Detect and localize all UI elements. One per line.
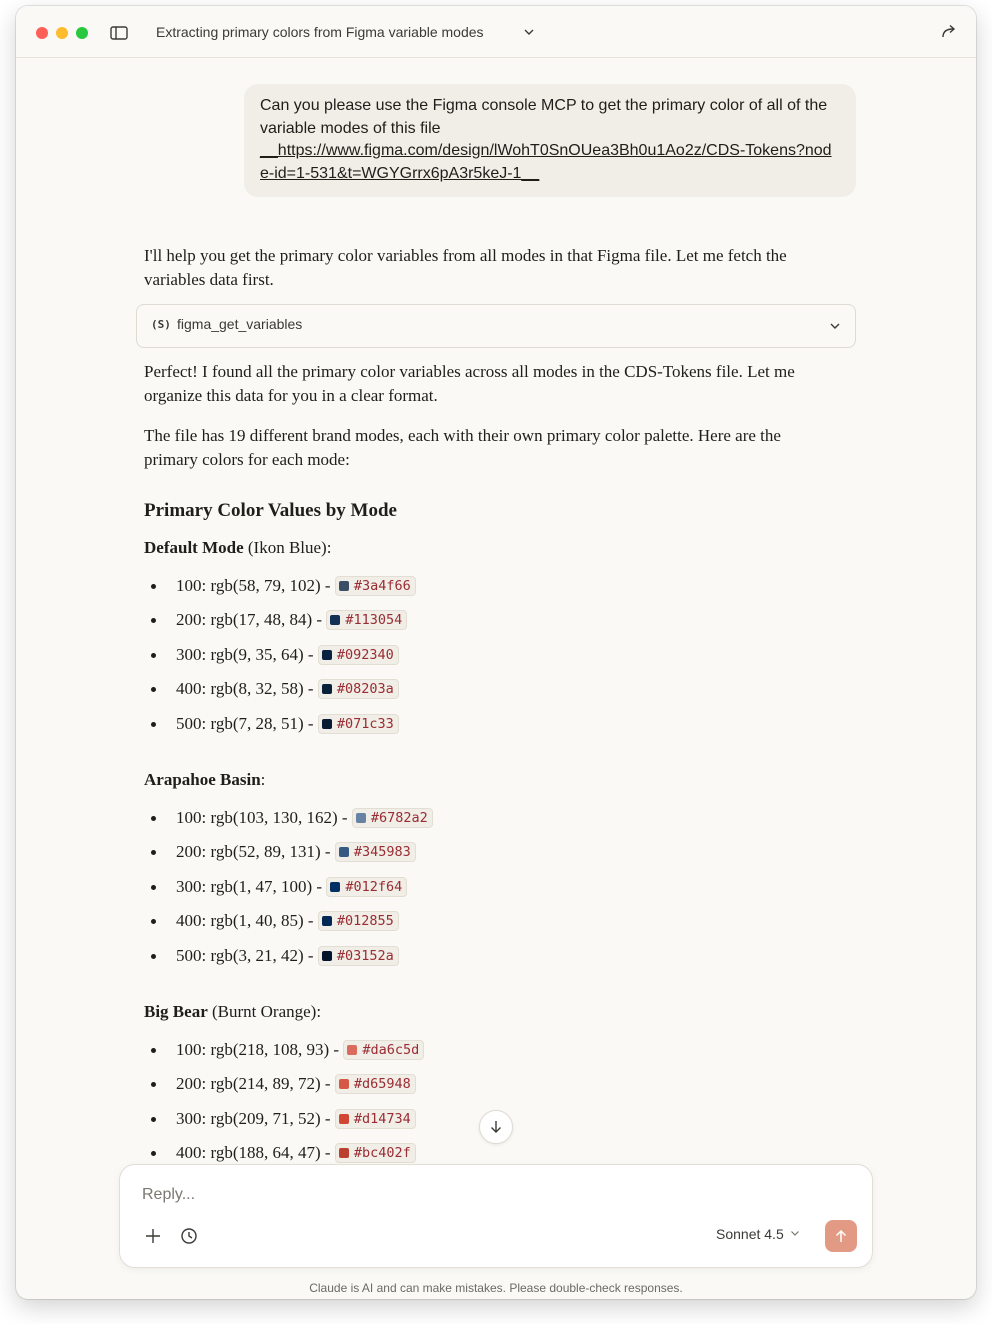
- color-value: 300: rgb(1, 47, 100) -: [176, 876, 327, 896]
- color-value: 200: rgb(52, 89, 131) -: [176, 842, 335, 862]
- hex-code: #092340: [318, 645, 399, 665]
- mode-name: Arapahoe Basin: [144, 770, 261, 789]
- arrow-down-icon: [488, 1119, 504, 1135]
- hex-code: #03152a: [318, 946, 399, 966]
- tool-icon: (S): [151, 318, 171, 331]
- conversation-title[interactable]: Extracting primary colors from Figma variable modes: [156, 24, 484, 40]
- list-item: [144, 840, 824, 874]
- color-value: 100: rgb(218, 108, 93) -: [176, 1040, 344, 1059]
- hex-code: #012855: [318, 911, 399, 931]
- list-item: [144, 677, 824, 711]
- hex-code: #08203a: [318, 679, 399, 699]
- color-swatch: [322, 719, 332, 729]
- user-message: [244, 84, 856, 197]
- color-swatch: [339, 847, 349, 857]
- chevron-down-icon[interactable]: [829, 319, 841, 337]
- color-value: 100: rgb(103, 130, 162) -: [176, 808, 352, 827]
- mode-heading: [144, 770, 265, 790]
- color-value: 400: rgb(1, 40, 85) -: [176, 911, 318, 931]
- color-value: 300: rgb(9, 35, 64) -: [176, 644, 318, 664]
- list-item: [144, 1038, 824, 1072]
- mode-name: Big Bear: [144, 1002, 208, 1021]
- list-item: [144, 1072, 824, 1106]
- color-swatch: [339, 1079, 349, 1089]
- assistant-paragraph-2: The file has 19 different brand modes, each with their own primary color palette. Here are the primary colors for each mode:: [144, 426, 781, 469]
- color-value: 100: rgb(58, 79, 102) -: [176, 576, 335, 595]
- color-swatch: [339, 1114, 349, 1124]
- list-item: [144, 574, 824, 608]
- plus-icon[interactable]: [144, 1227, 162, 1250]
- hex-code: #6782a2: [352, 808, 433, 828]
- hex-code: #012f64: [326, 877, 407, 897]
- reply-composer: [119, 1164, 873, 1268]
- conversation-area: [16, 58, 976, 1299]
- hex-code: #345983: [335, 842, 416, 862]
- color-list: [144, 574, 824, 746]
- section-heading: Primary Color Values by Mode: [144, 500, 397, 521]
- tool-call-name: figma_get_variables: [177, 316, 303, 332]
- color-list: [144, 806, 824, 978]
- figma-file-link[interactable]: __https://www.figma.com/design/lWohT0SnOUea3Bh0u1Ao2z/CDS-Tokens?node-id=1-531&t=WGYGrrx6pA3r5keJ-1__: [260, 142, 832, 182]
- hex-code: #da6c5d: [343, 1040, 424, 1060]
- user-message-text: Can you please use the Figma console MCP to get the primary color of all of the variable modes of this file: [260, 97, 828, 137]
- color-swatch: [330, 882, 340, 892]
- color-value: 200: rgb(17, 48, 84) -: [176, 610, 327, 630]
- list-item: [144, 909, 824, 943]
- assistant-paragraph-1: Perfect! I found all the primary color variables across all modes in the CDS-Tokens file. Let me organize this data for you in a clear format.: [144, 362, 795, 405]
- tool-call-panel[interactable]: [136, 304, 856, 348]
- hex-code: #d14734: [335, 1109, 416, 1129]
- color-value: 400: rgb(188, 64, 47) -: [176, 1143, 335, 1163]
- mode-heading: [144, 538, 331, 558]
- hex-code: #113054: [326, 610, 407, 630]
- color-swatch: [330, 615, 340, 625]
- mode-suffix: (Ikon Blue):: [243, 538, 332, 557]
- chevron-down-icon: [790, 1228, 800, 1238]
- hex-code: #bc402f: [335, 1143, 416, 1163]
- disclaimer-text: Claude is AI and can make mistakes. Please double-check responses.: [309, 1281, 683, 1295]
- list-item: [144, 643, 824, 677]
- color-list: [144, 1038, 824, 1176]
- color-swatch: [322, 684, 332, 694]
- clock-icon[interactable]: [180, 1227, 198, 1250]
- list-item: [144, 806, 824, 840]
- zoom-window-button[interactable]: [76, 27, 88, 39]
- hex-code: #d65948: [335, 1074, 416, 1094]
- color-value: 400: rgb(8, 32, 58) -: [176, 679, 318, 699]
- arrow-up-icon: [833, 1228, 849, 1244]
- list-item: [144, 875, 824, 909]
- sidebar-toggle-icon[interactable]: [110, 26, 128, 45]
- model-selector[interactable]: [716, 1226, 800, 1242]
- send-button[interactable]: [825, 1220, 857, 1252]
- color-swatch: [339, 581, 349, 591]
- list-item: [144, 608, 824, 642]
- scroll-to-bottom-button[interactable]: [479, 1110, 513, 1144]
- mode-suffix: (Burnt Orange):: [207, 1002, 322, 1021]
- reply-input[interactable]: [140, 1185, 744, 1205]
- color-swatch: [356, 813, 366, 823]
- color-swatch: [347, 1045, 357, 1055]
- app-window: [16, 6, 976, 1299]
- color-value: 300: rgb(209, 71, 52) -: [176, 1108, 335, 1128]
- color-value: 200: rgb(214, 89, 72) -: [176, 1074, 335, 1094]
- minimize-window-button[interactable]: [56, 27, 68, 39]
- color-swatch: [322, 951, 332, 961]
- title-bar: [16, 6, 976, 58]
- color-value: 500: rgb(7, 28, 51) -: [176, 713, 318, 733]
- hex-code: #3a4f66: [335, 576, 416, 596]
- close-window-button[interactable]: [36, 27, 48, 39]
- chevron-down-icon[interactable]: [523, 25, 535, 43]
- share-icon[interactable]: [940, 22, 958, 45]
- mode-suffix: :: [260, 770, 266, 789]
- color-swatch: [322, 650, 332, 660]
- mode-heading: [144, 1002, 321, 1022]
- model-name: Sonnet 4.5: [716, 1226, 784, 1242]
- color-swatch: [322, 916, 332, 926]
- list-item: [144, 712, 824, 746]
- hex-code: #071c33: [318, 714, 399, 734]
- list-item: [144, 944, 824, 978]
- assistant-intro: I'll help you get the primary color variables from all modes in that Figma file. Let me fetch the variables data first.: [144, 246, 787, 289]
- color-swatch: [339, 1148, 349, 1158]
- color-value: 500: rgb(3, 21, 42) -: [176, 945, 318, 965]
- mode-name: Default Mode: [144, 538, 244, 557]
